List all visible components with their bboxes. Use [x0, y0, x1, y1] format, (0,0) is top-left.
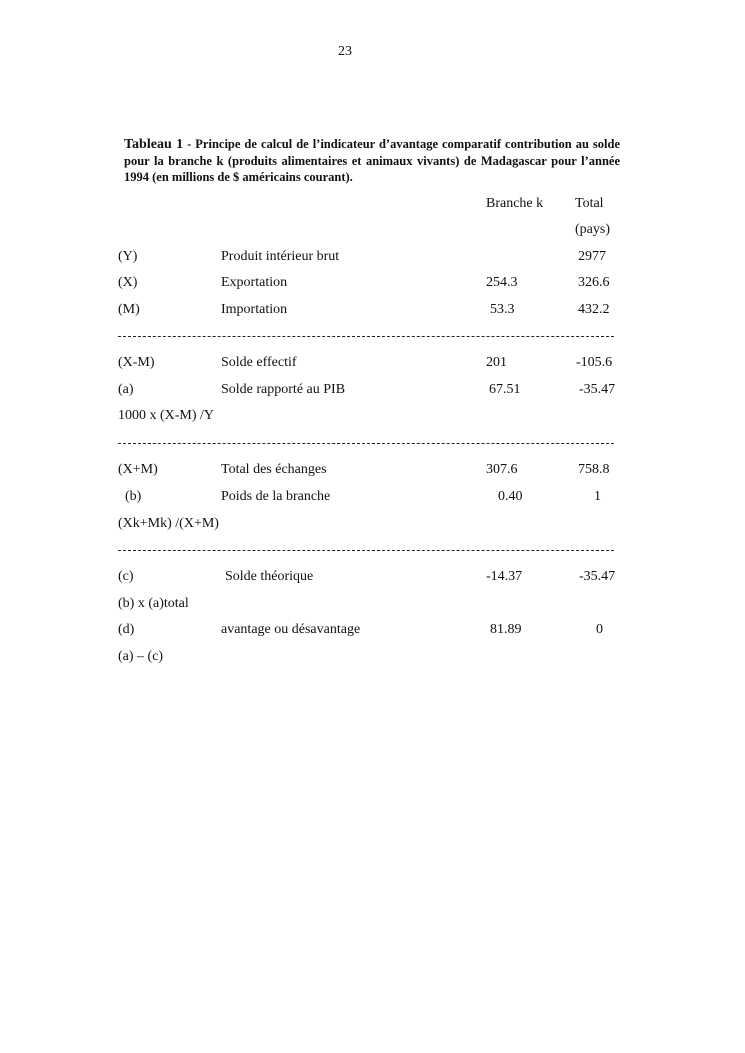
row-total: -35.47	[579, 569, 616, 584]
row-branche: -14.37	[486, 569, 523, 584]
header-subrow	[0, 222, 745, 242]
row-label: Poids de la branche	[221, 489, 331, 504]
dashed-divider	[118, 443, 614, 444]
table-row	[0, 462, 745, 482]
row-total: 432.2	[578, 302, 610, 317]
row-total: 758.8	[578, 462, 610, 477]
table-row	[0, 489, 745, 509]
page-number: 23	[338, 44, 352, 59]
header-row	[0, 196, 745, 216]
table-row	[0, 249, 745, 269]
row-label: Solde effectif	[221, 355, 297, 370]
table-row-formula	[0, 408, 745, 428]
row-branche: 201	[486, 355, 507, 370]
row-label: Importation	[221, 302, 288, 317]
row-branche: 53.3	[490, 302, 515, 317]
row-code: (d)	[118, 622, 135, 637]
table-row-formula	[0, 596, 745, 616]
header-total: Total	[575, 196, 604, 211]
row-total: 0	[596, 622, 603, 637]
row-total: 326.6	[578, 275, 610, 290]
row-branche: 0.40	[498, 489, 523, 504]
row-code: (M)	[118, 302, 140, 317]
row-branche: 307.6	[486, 462, 518, 477]
dashed-divider	[118, 336, 614, 337]
row-code: (X-M)	[118, 355, 155, 370]
row-code: (X+M)	[118, 462, 158, 477]
row-label: avantage ou désavantage	[221, 622, 361, 637]
row-label: Total des échanges	[221, 462, 327, 477]
row-code: (a)	[118, 382, 134, 397]
table-row-formula	[0, 516, 745, 536]
row-branche: 67.51	[489, 382, 521, 397]
row-label: Solde rapporté au PIB	[221, 382, 346, 397]
table-row	[0, 382, 745, 402]
row-total: -105.6	[576, 355, 613, 370]
row-label: Produit intérieur brut	[221, 249, 340, 264]
table-caption	[124, 136, 620, 185]
table-row	[0, 622, 745, 642]
table-row	[0, 355, 745, 375]
table-row-formula	[0, 649, 745, 669]
row-label: Solde théorique	[225, 569, 314, 584]
row-formula: (b) x (a)total	[118, 596, 189, 611]
row-formula: 1000 x (X-M) /Y	[118, 408, 215, 423]
row-formula: (Xk+Mk) /(X+M)	[118, 516, 219, 531]
row-code: (X)	[118, 275, 138, 290]
row-label: Exportation	[221, 275, 288, 290]
header-total-sub: (pays)	[575, 222, 610, 237]
row-formula: (a) – (c)	[118, 649, 164, 664]
caption-text: - Principe de calcul de l’indicateur d’avantage comparatif contribution au solde pour la branche k (produits alimentaires et animaux vivants) de Madagascar pour l’année 1994 (en millions de $ américains courant).	[124, 137, 621, 184]
dashed-divider	[118, 550, 614, 551]
row-total: -35.47	[579, 382, 616, 397]
row-branche: 81.89	[490, 622, 522, 637]
row-total: 2977	[578, 249, 606, 264]
row-total: 1	[594, 489, 601, 504]
caption-lead: Tableau 1	[124, 137, 184, 152]
table-row	[0, 302, 745, 322]
row-code: (c)	[118, 569, 134, 584]
row-branche: 254.3	[486, 275, 518, 290]
row-code: (Y)	[118, 249, 138, 264]
table-row	[0, 569, 745, 589]
row-code: (b)	[125, 489, 142, 504]
header-branche: Branche k	[486, 196, 544, 211]
table-row	[0, 275, 745, 295]
